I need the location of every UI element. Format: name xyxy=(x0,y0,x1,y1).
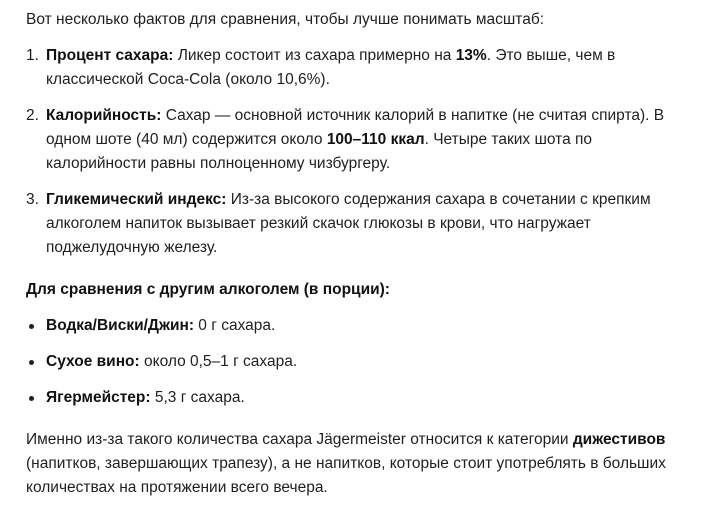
fact-highlight: 13% xyxy=(455,47,487,64)
fact-text: Ликер состоит из сахара примерно на xyxy=(173,47,456,64)
comparison-text: 0 г сахара. xyxy=(194,317,276,334)
comparison-text: около 0,5–1 г сахара. xyxy=(139,353,298,370)
outro-paragraph xyxy=(26,428,685,500)
fact-number: 2. xyxy=(26,107,39,124)
comparison-item xyxy=(26,386,685,410)
fact-label: Гликемический индекс: xyxy=(46,191,227,208)
bullet-icon xyxy=(29,396,34,401)
bullet-icon xyxy=(29,324,34,329)
fact-item xyxy=(26,104,685,176)
comparison-label: Ягермейстер: xyxy=(46,389,151,406)
outro-text: (напитков, завершающих трапезу), а не напитков, которые стоит употреблять в больших количествах на протяжении всего вечера. xyxy=(26,455,666,496)
comparison-label: Водка/Виски/Джин: xyxy=(46,317,194,334)
outro-highlight: дижестивов xyxy=(572,431,666,448)
fact-item xyxy=(26,188,685,260)
fact-number: 1. xyxy=(26,47,39,64)
facts-list xyxy=(26,44,685,260)
fact-label: Процент сахара: xyxy=(46,47,174,64)
fact-item xyxy=(26,44,685,92)
fact-text: Из-за высокого содержания сахара в сочетании с крепким алкоголем напиток вызывает резкий скачок глюкозы в крови, что нагружает поджелудочную железу. xyxy=(46,191,651,256)
comparison-item xyxy=(26,350,685,374)
bullet-icon xyxy=(29,360,34,365)
comparison-heading: Для сравнения с другим алкоголем (в порции): xyxy=(26,281,390,298)
fact-text: . Четыре таких шота по калорийности равны полноценному чизбургеру. xyxy=(46,131,593,172)
fact-text: Сахар — основной источник калорий в напитке (не считая спирта). В одном шоте (40 мл) содержится около xyxy=(46,107,665,148)
comparison-text: 5,3 г сахара. xyxy=(150,389,245,406)
outro-text: Именно из-за такого количества сахара Jägermeister относится к категории xyxy=(26,431,573,448)
fact-label: Калорийность: xyxy=(46,107,162,124)
comparison-list xyxy=(26,314,685,410)
fact-number: 3. xyxy=(26,191,39,208)
fact-highlight: 100–110 ккал xyxy=(326,131,425,148)
comparison-item xyxy=(26,314,685,338)
intro-paragraph: Вот несколько фактов для сравнения, чтобы лучше понимать масштаб: xyxy=(26,11,545,28)
comparison-label: Сухое вино: xyxy=(46,353,140,370)
fact-text: . Это выше, чем в классической Coca-Cola (около 10,6%). xyxy=(46,47,616,88)
